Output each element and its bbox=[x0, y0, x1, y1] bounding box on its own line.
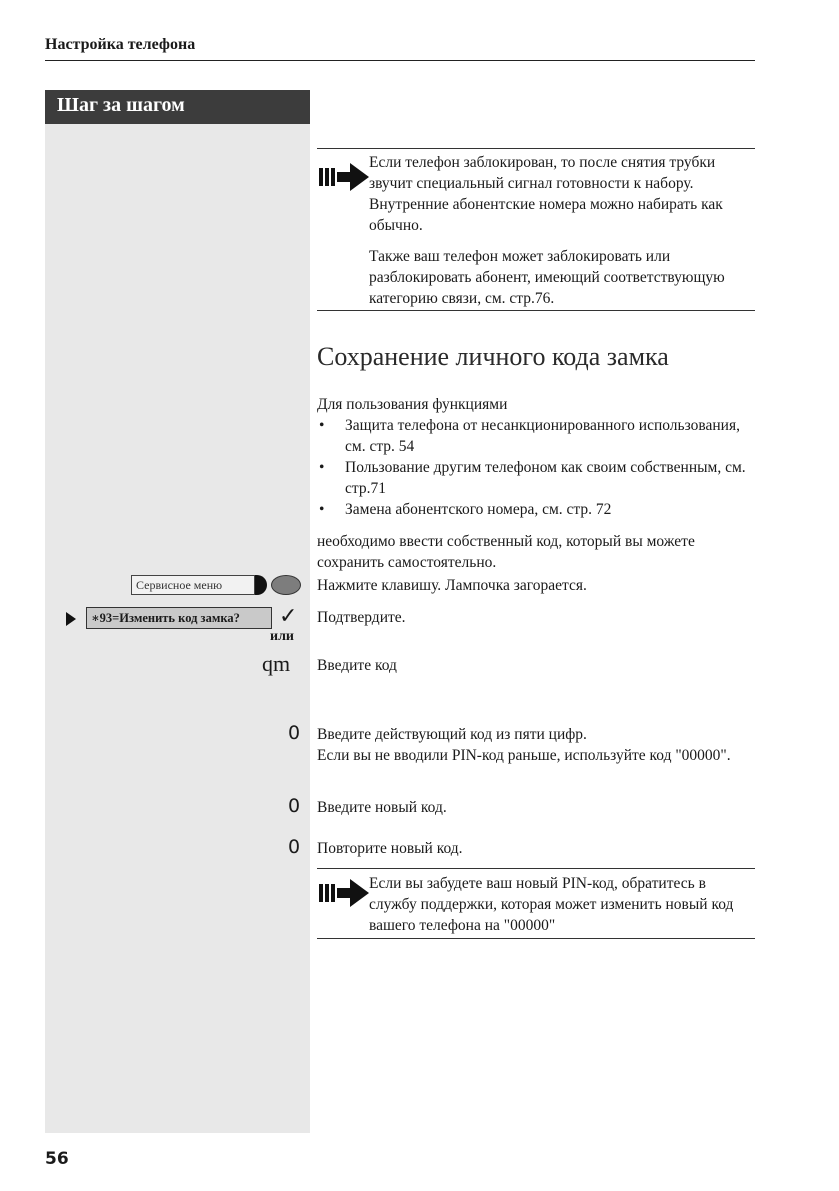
keypad-code-icon: qm bbox=[262, 651, 291, 676]
hand-pointer-icon bbox=[318, 878, 370, 908]
list-item: • Замена абонентского номера, см. стр. 72 bbox=[317, 499, 757, 520]
sidebar-title: Шаг за шагом bbox=[45, 90, 310, 124]
note-top-rule bbox=[317, 148, 755, 149]
step-line: Если вы не вводили PIN-код раньше, используйте код "00000". bbox=[317, 747, 731, 764]
note-pin-forgotten: Если вы забудете ваш новый PIN-код, обратитесь в службу поддержки, которая может изменить новый код вашего телефона на "00000" bbox=[369, 875, 734, 934]
step-line: Введите действующий код из пяти цифр. bbox=[317, 726, 587, 743]
key-cap bbox=[255, 575, 267, 595]
or-label: или bbox=[270, 629, 294, 644]
list-item: • Защита телефона от несанкционированного использования, см. стр. 54 bbox=[317, 415, 757, 457]
note-paragraph: Если телефон заблокирован, то после снятия трубки звучит специальный сигнал готовности к набору. Внутренние абонентские номера можно набирать как обычно. bbox=[369, 154, 723, 234]
note-bottom-rule bbox=[317, 938, 755, 939]
service-menu-key[interactable] bbox=[131, 575, 296, 597]
step-press-key-text: Нажмите клавишу. Лампочка загорается. bbox=[317, 577, 587, 594]
checkmark-icon[interactable]: ✓ bbox=[279, 604, 298, 629]
digit-key-icon: 0 bbox=[288, 722, 301, 744]
section-intro-block bbox=[317, 394, 757, 573]
page-header-title: Настройка телефона bbox=[45, 36, 196, 53]
service-menu-key-label: Сервисное меню bbox=[131, 575, 255, 595]
digit-key-icon: 0 bbox=[288, 795, 301, 817]
digit-key-icon: 0 bbox=[288, 836, 301, 858]
section-title: Сохранение личного кода замка bbox=[317, 342, 669, 371]
step-enter-code-text: Введите код bbox=[317, 657, 397, 674]
page-number: 56 bbox=[45, 1149, 69, 1169]
hand-pointer-icon bbox=[318, 162, 370, 192]
outro-text: необходимо ввести собственный код, который вы можете сохранить самостоятельно. bbox=[317, 533, 695, 571]
step-current-code-text bbox=[317, 724, 757, 766]
step-new-code-text: Введите новый код. bbox=[317, 799, 447, 816]
led-lamp-icon bbox=[271, 575, 301, 595]
intro-text: Для пользования функциями bbox=[317, 396, 508, 413]
step-repeat-code-text: Повторите новый код. bbox=[317, 840, 463, 857]
step-confirm-text: Подтвердите. bbox=[317, 609, 406, 626]
note-paragraph: Также ваш телефон может заблокировать или разблокировать абонент, имеющий соответствующую категорию связи, см. стр.76. bbox=[369, 248, 725, 307]
list-item: • Пользование другим телефоном как своим собственным, см. стр.71 bbox=[317, 457, 757, 499]
display-menu-item[interactable]: ∗93=Изменить код замка? bbox=[86, 607, 272, 629]
header-rule bbox=[45, 60, 755, 61]
note-bottom-rule bbox=[317, 310, 755, 311]
note-lock-info bbox=[369, 152, 754, 309]
note-top-rule bbox=[317, 868, 755, 869]
menu-pointer-icon bbox=[66, 612, 76, 626]
function-list bbox=[317, 415, 757, 520]
